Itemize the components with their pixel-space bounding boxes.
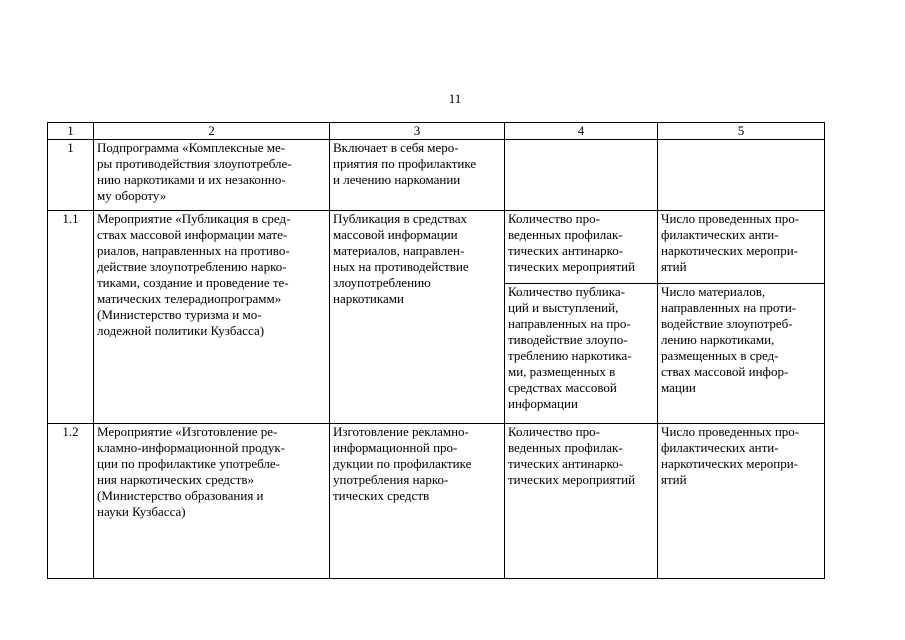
cell-line: веденных профилак- (508, 227, 623, 242)
description-cell (330, 211, 505, 424)
cell-line: ния наркотических средств» (97, 472, 254, 487)
cell-line: ми, размещенных в (508, 364, 616, 379)
cell-line: наркотических меропри- (661, 243, 799, 258)
header-col-5: 5 (658, 123, 825, 140)
page-number: 11 (448, 91, 462, 106)
row-number: 1 (48, 140, 94, 211)
cell-line: филактических анти- (661, 227, 779, 242)
cell-line: науки Кузбасса) (97, 504, 186, 519)
cell-line: Количество публика- (508, 284, 625, 299)
header-col-4: 4 (505, 123, 658, 140)
cell-line: Число материалов, (661, 284, 766, 299)
measure-cell (658, 140, 825, 211)
cell-line: направленных на про- (508, 316, 631, 331)
measure-cell (658, 284, 825, 424)
cell-line: ствах массовой информации мате- (97, 227, 288, 242)
cell-line: массовой информации (333, 227, 458, 242)
measure-cell (658, 211, 825, 284)
cell-line: (Министерство образования и (97, 488, 264, 503)
row-number: 1.1 (48, 211, 94, 424)
header-col-1: 1 (48, 123, 94, 140)
activity-cell (94, 424, 330, 579)
description-cell (330, 140, 505, 211)
cell-line: водействие злоупотреб- (661, 316, 793, 331)
indicator-cell (505, 211, 658, 284)
table-row (48, 211, 825, 284)
cell-line: ствах массовой инфор- (661, 364, 789, 379)
header-col-2: 2 (94, 123, 330, 140)
cell-line: тических мероприятий (508, 259, 636, 274)
cell-line: тических средств (333, 488, 430, 503)
cell-line: наркотиками (333, 291, 404, 306)
cell-line: тиводействие злоупо- (508, 332, 628, 347)
cell-line: Количество про- (508, 424, 600, 439)
cell-line: Мероприятие «Публикация в сред- (97, 211, 291, 226)
cell-line: материалов, направлен- (333, 243, 465, 258)
cell-line: Изготовление рекламно- (333, 424, 469, 439)
cell-line: матических телерадиопрограмм» (97, 291, 282, 306)
program-table (47, 122, 825, 579)
cell-line: информационной про- (333, 440, 458, 455)
cell-line: Количество про- (508, 211, 600, 226)
cell-line: Число проведенных про- (661, 211, 800, 226)
cell-line: и лечению наркомании (333, 172, 461, 187)
subprogram-cell (94, 140, 330, 211)
cell-line: веденных профилак- (508, 440, 623, 455)
cell-line: филактических анти- (661, 440, 779, 455)
cell-line: действие злоупотреблению нарко- (97, 259, 287, 274)
table-row (48, 140, 825, 211)
cell-line: нию наркотиками и их незаконно- (97, 172, 286, 187)
cell-line: кламно-информационной продук- (97, 440, 286, 455)
measure-cell (658, 424, 825, 579)
cell-line: (Министерство туризма и мо- (97, 307, 262, 322)
cell-line: мации (661, 380, 696, 395)
header-col-3: 3 (330, 123, 505, 140)
header-row (48, 123, 825, 140)
cell-line: размещенных в сред- (661, 348, 779, 363)
cell-line: тиками, создание и проведение те- (97, 275, 289, 290)
cell-line: тических мероприятий (508, 472, 636, 487)
cell-line: ных на противодействие (333, 259, 469, 274)
description-cell (330, 424, 505, 579)
row-number: 1.2 (48, 424, 94, 579)
cell-line: ций и выступлений, (508, 300, 619, 315)
indicator-cell (505, 140, 658, 211)
cell-line: тических антинарко- (508, 456, 624, 471)
cell-line: му обороту» (97, 188, 167, 203)
cell-line: тических антинарко- (508, 243, 624, 258)
cell-line: Мероприятие «Изготовление ре- (97, 424, 278, 439)
cell-line: Число проведенных про- (661, 424, 800, 439)
cell-line: средствах массовой (508, 380, 617, 395)
cell-line: ятий (661, 472, 687, 487)
indicator-cell (505, 284, 658, 424)
cell-line: Публикация в средствах (333, 211, 468, 226)
cell-line: приятия по профилактике (333, 156, 477, 171)
cell-line: ции по профилактике употребле- (97, 456, 280, 471)
cell-line: злоупотреблению (333, 275, 431, 290)
cell-line: лению наркотиками, (661, 332, 775, 347)
indicator-cell (505, 424, 658, 579)
cell-line: треблению наркотика- (508, 348, 632, 363)
cell-line: Подпрограмма «Комплексные ме- (97, 140, 286, 155)
cell-line: ры противодействия злоупотребле- (97, 156, 292, 171)
table-row (48, 424, 825, 579)
cell-line: направленных на проти- (661, 300, 797, 315)
cell-line: информации (508, 396, 578, 411)
cell-line: риалов, направленных на противо- (97, 243, 290, 258)
activity-cell (94, 211, 330, 424)
cell-line: ятий (661, 259, 687, 274)
cell-line: дукции по профилактике (333, 456, 472, 471)
cell-line: Включает в себя меро- (333, 140, 459, 155)
cell-line: лодежной политики Кузбасса) (97, 323, 265, 338)
cell-line: наркотических меропри- (661, 456, 799, 471)
cell-line: употребления нарко- (333, 472, 449, 487)
